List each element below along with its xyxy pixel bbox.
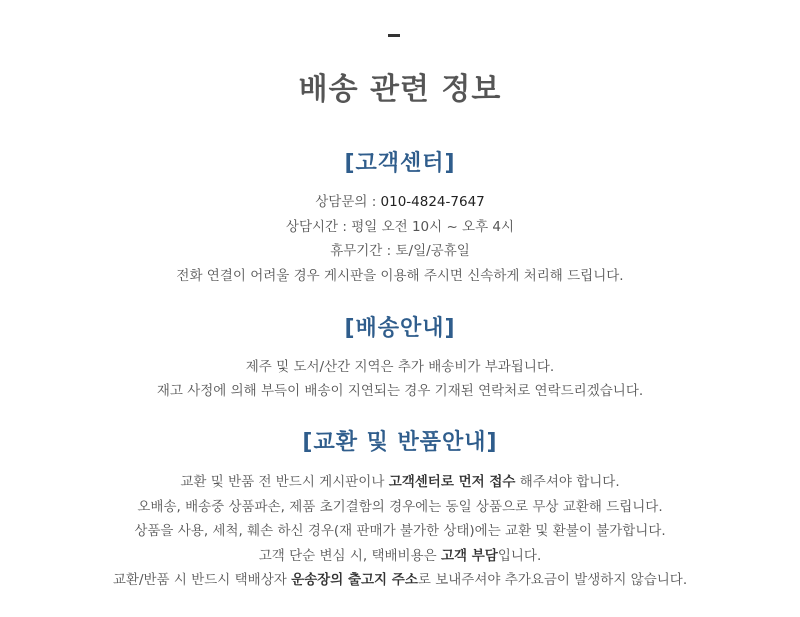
shipping-heading: [배송안내] bbox=[344, 316, 456, 341]
customer-center-heading: [고객센터] bbox=[344, 151, 456, 176]
top-divider-dash bbox=[388, 34, 400, 37]
exchange-line-1 bbox=[0, 472, 800, 492]
exchange-line-5-post: 로 보내주셔야 추가요금이 발생하지 않습니다. bbox=[417, 572, 688, 588]
phone-label: 상담문의 : bbox=[315, 194, 381, 210]
shipping-line-1: 제주 및 도서/산간 지역은 추가 배송비가 부과됩니다. bbox=[245, 359, 555, 375]
exchange-line-5-pre: 교환/반품 시 반드시 택배상자 bbox=[112, 572, 292, 588]
exchange-line-1-pre: 교환 및 반품 전 반드시 게시판이나 bbox=[180, 474, 389, 490]
exchange-line-5 bbox=[0, 570, 800, 590]
exchange-line-1-strong: 고객센터로 먼저 접수 bbox=[388, 474, 516, 490]
exchange-line-2: 오배송, 배송중 상품파손, 제품 초기결함의 경우에는 동일 상품으로 무상 교환해 드립니다. bbox=[137, 499, 663, 515]
exchange-line-5-strong: 운송장의 출고지 주소 bbox=[291, 572, 418, 588]
phone-number: 010-4824-7647 bbox=[380, 194, 485, 210]
customer-center-phone bbox=[0, 192, 800, 212]
customer-center-holidays: 휴무기간 : 토/일/공휴일 bbox=[330, 243, 470, 259]
page-title: 배송 관련 정보 bbox=[298, 72, 502, 107]
customer-center-hours: 상담시간 : 평일 오전 10시 ~ 오후 4시 bbox=[285, 219, 515, 235]
exchange-line-1-post: 해주셔야 합니다. bbox=[515, 474, 620, 490]
exchange-heading: [교환 및 반품안내] bbox=[302, 430, 498, 455]
exchange-line-3: 상품을 사용, 세척, 훼손 하신 경우(재 판매가 불가한 상태)에는 교환 및 환불이 불가합니다. bbox=[134, 523, 666, 539]
exchange-line-4-post: 입니다. bbox=[497, 548, 542, 564]
shipping-line-2: 재고 사정에 의해 부득이 배송이 지연되는 경우 기재된 연락처로 연락드리겠습니다. bbox=[156, 383, 644, 399]
exchange-line-4-strong: 고객 부담 bbox=[440, 548, 498, 564]
exchange-line-4 bbox=[0, 546, 800, 566]
customer-center-note: 전화 연결이 어려울 경우 게시판을 이용해 주시면 신속하게 처리해 드립니다. bbox=[176, 268, 624, 284]
exchange-line-4-pre: 고객 단순 변심 시, 택배비용은 bbox=[258, 548, 441, 564]
